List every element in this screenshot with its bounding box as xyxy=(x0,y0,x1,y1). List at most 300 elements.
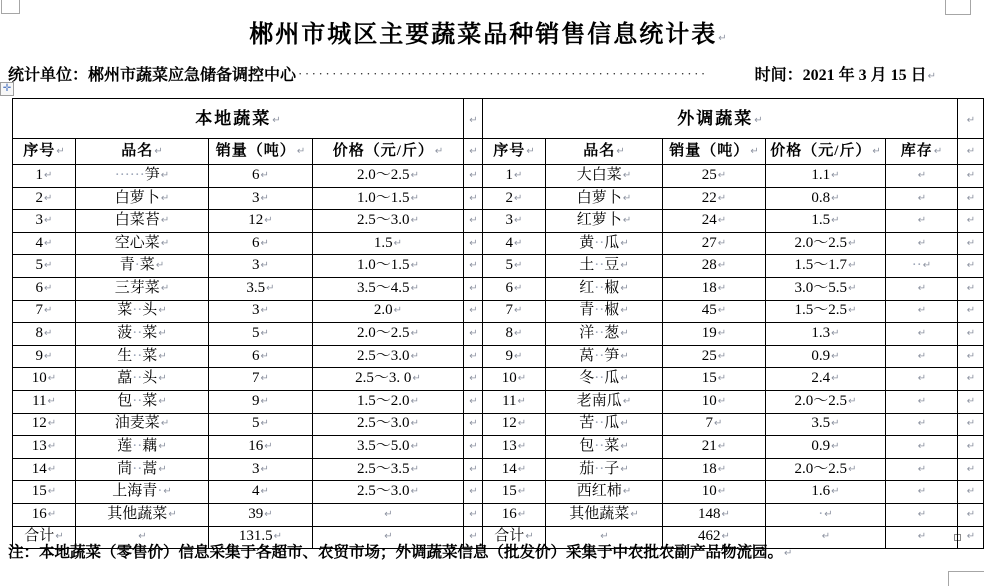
table-row xyxy=(13,458,984,481)
cell-r-name: 黄··瓜↵ xyxy=(546,232,663,255)
cell-r-name: 老南瓜↵ xyxy=(546,390,663,413)
paragraph-mark-icon: ↵ xyxy=(469,373,478,385)
cell-l-no: 2↵ xyxy=(13,187,76,210)
cell-l-name: 白萝卜↵ xyxy=(76,187,209,210)
cell-r-qty: 10↵ xyxy=(663,481,766,504)
local-veg-group-header: 本地蔬菜↵ xyxy=(13,99,464,139)
cell-r-stock xyxy=(886,526,958,549)
paragraph-mark-icon: ↵ xyxy=(410,463,419,475)
paragraph-mark-icon: ↵ xyxy=(260,328,269,340)
cell-r-qty: 18↵ xyxy=(663,458,766,481)
cell-r-price: 1.1↵ xyxy=(766,165,886,188)
table-row xyxy=(13,300,984,323)
cell-r-qty: 24↵ xyxy=(663,210,766,233)
cell-r-price: 3.5↵ xyxy=(766,413,886,436)
paragraph-mark-icon: ↵ xyxy=(44,350,53,362)
table-move-handle-icon[interactable]: ✛ xyxy=(0,82,14,96)
paragraph-mark-icon: ↵ xyxy=(620,441,629,453)
paragraph-mark-icon: ↵ xyxy=(966,486,976,498)
paragraph-mark-icon: ↵ xyxy=(410,192,419,204)
cell-l-qty: 4↵ xyxy=(209,481,313,504)
paragraph-mark-icon: ↵ xyxy=(718,33,727,44)
paragraph-mark-icon: ↵ xyxy=(717,486,727,498)
paragraph-mark-icon: ↵ xyxy=(47,373,57,385)
cell-r-no: 3↵ xyxy=(483,210,546,233)
table-row xyxy=(13,165,984,188)
table-row xyxy=(13,277,984,300)
cell-l-name: 空心菜↵ xyxy=(76,232,209,255)
row-end-mark xyxy=(958,300,984,323)
cell-r-price: 1.6↵ xyxy=(766,481,886,504)
cell-r-no: 6↵ xyxy=(483,277,546,300)
paragraph-mark-icon: ↵ xyxy=(469,192,478,204)
cell-r-name: 洋··葱↵ xyxy=(546,323,663,346)
paragraph-mark-icon: ↵ xyxy=(750,145,759,157)
paragraph-mark-icon: ↵ xyxy=(917,463,927,475)
paragraph-mark-icon: ↵ xyxy=(47,463,57,475)
row-end-mark xyxy=(958,345,984,368)
paragraph-mark-icon: ↵ xyxy=(620,350,629,362)
paragraph-mark-icon: ↵ xyxy=(831,192,840,204)
stat-unit-label: 统计单位：郴州市蔬菜应急储备调控中心 xyxy=(8,67,297,84)
paragraph-mark-icon: ↵ xyxy=(260,486,269,498)
paragraph-mark-icon: ↵ xyxy=(917,395,927,407)
cell-l-name: 菜··头↵ xyxy=(76,300,209,323)
paragraph-mark-icon: ↵ xyxy=(410,215,419,227)
col-header-local-price: 价格（元/斤）↵ xyxy=(313,139,464,165)
cell-l-qty: 6↵ xyxy=(209,345,313,368)
paragraph-mark-icon: ↵ xyxy=(469,282,478,294)
cell-r-stock xyxy=(886,458,958,481)
cell-r-qty: 21↵ xyxy=(663,436,766,459)
gap-cell xyxy=(464,458,483,481)
paragraph-mark-icon: ↵ xyxy=(917,215,927,227)
paragraph-mark-icon: ↵ xyxy=(44,192,53,204)
paragraph-mark-icon: ↵ xyxy=(160,418,170,430)
row-end-mark xyxy=(958,210,984,233)
paragraph-mark-icon: ↵ xyxy=(393,237,403,249)
gap-cell xyxy=(464,99,483,139)
paragraph-mark-icon: ↵ xyxy=(469,508,478,520)
paragraph-mark-icon: ↵ xyxy=(469,260,478,272)
table-row xyxy=(13,187,984,210)
paragraph-mark-icon: ↵ xyxy=(717,350,727,362)
paragraph-mark-icon: ↵ xyxy=(917,441,927,453)
row-end-mark xyxy=(958,436,984,459)
col-header-out-price: 价格（元/斤）↵ xyxy=(766,139,886,165)
paragraph-mark-icon: ↵ xyxy=(434,145,444,157)
cell-l-price: 2.5～3.0↵ xyxy=(313,481,464,504)
paragraph-mark-icon: ↵ xyxy=(469,395,478,407)
paragraph-mark-icon: ↵ xyxy=(168,508,177,520)
cell-r-qty: 18↵ xyxy=(663,277,766,300)
paragraph-mark-icon: ↵ xyxy=(47,418,57,430)
cell-l-qty: 5↵ xyxy=(209,323,313,346)
paragraph-mark-icon: ↵ xyxy=(927,71,936,82)
cell-r-no: 11↵ xyxy=(483,390,546,413)
paragraph-mark-icon: ↵ xyxy=(273,531,283,543)
paragraph-mark-icon: ↵ xyxy=(917,192,927,204)
paragraph-mark-icon: ↵ xyxy=(917,237,927,249)
row-end-mark xyxy=(958,99,984,139)
paragraph-mark-icon: ↵ xyxy=(158,463,167,475)
paragraph-mark-icon: ↵ xyxy=(966,114,976,126)
paragraph-mark-icon: ↵ xyxy=(138,531,147,543)
cell-r-stock xyxy=(886,345,958,368)
paragraph-mark-icon: ↵ xyxy=(517,508,527,520)
cell-l-qty: 3↵ xyxy=(209,187,313,210)
paragraph-mark-icon: ↵ xyxy=(260,418,269,430)
cell-r-stock xyxy=(886,300,958,323)
paragraph-mark-icon: ↵ xyxy=(260,260,269,272)
paragraph-mark-icon: ↵ xyxy=(966,237,976,249)
paragraph-mark-icon: ↵ xyxy=(966,463,976,475)
row-end-mark xyxy=(958,187,984,210)
paragraph-mark-icon: ↵ xyxy=(410,486,419,498)
paragraph-mark-icon: ↵ xyxy=(160,215,170,227)
cell-l-price: 3.5～5.0↵ xyxy=(313,436,464,459)
paragraph-mark-icon: ↵ xyxy=(469,305,478,317)
row-end-mark xyxy=(958,368,984,391)
paragraph-mark-icon: ↵ xyxy=(469,328,478,340)
paragraph-mark-icon: ↵ xyxy=(469,145,478,157)
paragraph-mark-icon: ↵ xyxy=(517,463,527,475)
gap-cell xyxy=(464,436,483,459)
paragraph-mark-icon: ↵ xyxy=(469,237,478,249)
paragraph-mark-icon: ↵ xyxy=(264,508,273,520)
gap-cell xyxy=(464,413,483,436)
footnote xyxy=(8,540,792,562)
cell-l-price: 2.5～3. 0↵ xyxy=(313,368,464,391)
paragraph-mark-icon: ↵ xyxy=(410,260,419,272)
paragraph-mark-icon: ↵ xyxy=(410,441,419,453)
gap-cell xyxy=(464,277,483,300)
paragraph-mark-icon: ↵ xyxy=(821,531,831,543)
paragraph-mark-icon: ↵ xyxy=(917,508,927,520)
paragraph-mark-icon: ↵ xyxy=(600,531,609,543)
cell-r-name: 莴··笋↵ xyxy=(546,345,663,368)
cell-r-name: 茄··子↵ xyxy=(546,458,663,481)
cell-r-name: 包··菜↵ xyxy=(546,436,663,459)
cell-r-name: 白萝卜↵ xyxy=(546,187,663,210)
paragraph-mark-icon: ↵ xyxy=(620,260,629,272)
col-header-out-name: 品名↵ xyxy=(546,139,663,165)
paragraph-mark-icon: ↵ xyxy=(266,282,275,294)
cell-l-price: 1.0～1.5↵ xyxy=(313,255,464,278)
cell-r-price: 3.0～5.5↵ xyxy=(766,277,886,300)
cell-r-stock xyxy=(886,277,958,300)
cell-r-stock xyxy=(886,210,958,233)
paragraph-mark-icon: ↵ xyxy=(917,373,927,385)
paragraph-mark-icon: ↵ xyxy=(260,463,269,475)
vegetable-sales-table xyxy=(12,98,984,549)
cell-l-qty: 5↵ xyxy=(209,413,313,436)
cell-l-price: 1.5↵ xyxy=(313,232,464,255)
cell-r-stock: ··↵ xyxy=(886,255,958,278)
paragraph-mark-icon: ↵ xyxy=(917,486,927,498)
paragraph-mark-icon: ↵ xyxy=(158,441,167,453)
subtitle-line xyxy=(8,62,936,85)
gap-cell xyxy=(464,368,483,391)
cell-r-no: 15↵ xyxy=(483,481,546,504)
paragraph-mark-icon: ↵ xyxy=(469,114,478,126)
table-column-header-row xyxy=(13,139,984,165)
page-margin-corner-mark xyxy=(948,571,949,586)
paragraph-mark-icon: ↵ xyxy=(514,215,523,227)
col-header-local-name: 品名↵ xyxy=(76,139,209,165)
cell-r-no: 1↵ xyxy=(483,165,546,188)
row-end-mark xyxy=(958,526,984,549)
paragraph-mark-icon: ↵ xyxy=(410,169,419,181)
paragraph-mark-icon: ↵ xyxy=(260,373,269,385)
paragraph-mark-icon: ↵ xyxy=(517,395,526,407)
cell-l-qty: 6↵ xyxy=(209,165,313,188)
paragraph-mark-icon: ↵ xyxy=(514,237,523,249)
paragraph-mark-icon: ↵ xyxy=(160,282,170,294)
paragraph-mark-icon: ↵ xyxy=(620,328,629,340)
paragraph-mark-icon: ↵ xyxy=(966,215,976,227)
paragraph-mark-icon: ↵ xyxy=(44,260,53,272)
table-row xyxy=(13,390,984,413)
gap-cell xyxy=(464,345,483,368)
col-header-out-stock: 库存↵ xyxy=(886,139,958,165)
paragraph-mark-icon: ↵ xyxy=(44,169,53,181)
table-row xyxy=(13,232,984,255)
paragraph-mark-icon: ↵ xyxy=(47,486,57,498)
cell-r-price: 2.4↵ xyxy=(766,368,886,391)
paragraph-mark-icon: ↵ xyxy=(47,395,56,407)
cell-r-price: 1.3↵ xyxy=(766,323,886,346)
cell-r-no: 14↵ xyxy=(483,458,546,481)
cell-r-qty: 27↵ xyxy=(663,232,766,255)
paragraph-mark-icon: ↵ xyxy=(714,418,723,430)
table-row xyxy=(13,368,984,391)
cell-l-qty: 131.5↵ xyxy=(209,526,313,549)
paragraph-mark-icon: ↵ xyxy=(160,192,170,204)
cell-r-stock xyxy=(886,165,958,188)
paragraph-mark-icon: ↵ xyxy=(469,169,478,181)
paragraph-mark-icon: ↵ xyxy=(848,395,857,407)
cell-r-no: 4↵ xyxy=(483,232,546,255)
cell-l-name: 白菜苔↵ xyxy=(76,210,209,233)
cell-l-name: 包··菜↵ xyxy=(76,390,209,413)
cell-r-stock xyxy=(886,232,958,255)
paragraph-mark-icon: ↵ xyxy=(717,441,727,453)
cell-l-price: 1.5～2.0↵ xyxy=(313,390,464,413)
row-end-mark xyxy=(958,255,984,278)
cell-l-no: 1↵ xyxy=(13,165,76,188)
gap-cell xyxy=(464,139,483,165)
cell-l-no: 合计↵ xyxy=(13,526,76,549)
cell-l-name: 青·菜↵ xyxy=(76,255,209,278)
table-row xyxy=(13,503,984,526)
paragraph-mark-icon: ↵ xyxy=(917,282,927,294)
paragraph-mark-icon: ↵ xyxy=(717,215,727,227)
paragraph-mark-icon: ↵ xyxy=(620,282,629,294)
table-row xyxy=(13,323,984,346)
paragraph-mark-icon: ↵ xyxy=(469,486,478,498)
paragraph-mark-icon: ↵ xyxy=(514,169,523,181)
page-title xyxy=(0,14,976,49)
cell-r-no: 2↵ xyxy=(483,187,546,210)
cell-l-no: 16↵ xyxy=(13,503,76,526)
cell-r-qty: 10↵ xyxy=(663,390,766,413)
cell-r-no: 16↵ xyxy=(483,503,546,526)
paragraph-mark-icon: ↵ xyxy=(158,350,167,362)
paragraph-mark-icon: ↵ xyxy=(966,305,976,317)
cell-l-no: 12↵ xyxy=(13,413,76,436)
paragraph-mark-icon: ↵ xyxy=(754,114,763,126)
cell-l-no: 15↵ xyxy=(13,481,76,504)
paragraph-mark-icon: ↵ xyxy=(44,237,53,249)
paragraph-mark-icon: ↵ xyxy=(824,508,833,520)
row-end-mark xyxy=(958,390,984,413)
cell-l-name: 生··菜↵ xyxy=(76,345,209,368)
paragraph-mark-icon: ↵ xyxy=(717,169,727,181)
paragraph-mark-icon: ↵ xyxy=(831,215,840,227)
paragraph-mark-icon: ↵ xyxy=(831,350,840,362)
paragraph-mark-icon: ↵ xyxy=(917,305,927,317)
paragraph-mark-icon: ↵ xyxy=(160,237,170,249)
gap-cell xyxy=(464,390,483,413)
cell-r-price: 1.5～2.5↵ xyxy=(766,300,886,323)
paragraph-mark-icon: ↵ xyxy=(517,441,527,453)
cell-r-qty: 19↵ xyxy=(663,323,766,346)
cell-r-qty: 7↵ xyxy=(663,413,766,436)
cell-r-no: 13↵ xyxy=(483,436,546,459)
paragraph-mark-icon: ↵ xyxy=(831,373,840,385)
cell-l-qty: 3↵ xyxy=(209,458,313,481)
cell-l-qty: 3.5↵ xyxy=(209,277,313,300)
paragraph-mark-icon: ↵ xyxy=(966,192,976,204)
cell-r-stock xyxy=(886,503,958,526)
cell-r-no: 12↵ xyxy=(483,413,546,436)
cell-l-name: 油麦菜↵ xyxy=(76,413,209,436)
cell-l-qty: 6↵ xyxy=(209,232,313,255)
paragraph-mark-icon: ↵ xyxy=(622,215,632,227)
paragraph-mark-icon: ↵ xyxy=(966,260,976,272)
paragraph-mark-icon: ↵ xyxy=(514,260,523,272)
page-corner-box-top-right xyxy=(945,0,971,15)
cell-l-qty: 7↵ xyxy=(209,368,313,391)
cell-r-price: 1.5～1.7↵ xyxy=(766,255,886,278)
cell-r-name: 土··豆↵ xyxy=(546,255,663,278)
paragraph-mark-icon: ↵ xyxy=(514,305,523,317)
paragraph-mark-icon: ↵ xyxy=(272,114,281,126)
cell-r-name: 大白菜↵ xyxy=(546,165,663,188)
table-group-header-row xyxy=(13,99,984,139)
cell-r-price: 2.0～2.5↵ xyxy=(766,458,886,481)
paragraph-mark-icon: ↵ xyxy=(717,395,727,407)
paragraph-mark-icon: ↵ xyxy=(831,328,840,340)
paragraph-mark-icon: ↵ xyxy=(154,145,163,157)
paragraph-mark-icon: ↵ xyxy=(917,418,927,430)
out-veg-group-header: 外调蔬菜↵ xyxy=(483,99,958,139)
paragraph-mark-icon: ↵ xyxy=(848,305,857,317)
paragraph-mark-icon: ↵ xyxy=(922,260,932,272)
row-end-mark xyxy=(958,413,984,436)
paragraph-mark-icon: ↵ xyxy=(622,192,632,204)
paragraph-mark-icon: ↵ xyxy=(44,282,53,294)
paragraph-mark-icon: ↵ xyxy=(44,305,53,317)
paragraph-mark-icon: ↵ xyxy=(56,145,65,157)
cell-l-qty: 12↵ xyxy=(209,210,313,233)
cell-r-qty: 15↵ xyxy=(663,368,766,391)
paragraph-mark-icon: ↵ xyxy=(155,260,165,272)
paragraph-mark-icon: ↵ xyxy=(158,373,167,385)
cell-r-qty: 25↵ xyxy=(663,165,766,188)
paragraph-mark-icon: ↵ xyxy=(469,531,478,543)
paragraph-mark-icon: ↵ xyxy=(296,145,306,157)
paragraph-mark-icon: ↵ xyxy=(966,373,976,385)
cell-r-qty: 22↵ xyxy=(663,187,766,210)
cell-l-no: 7↵ xyxy=(13,300,76,323)
paragraph-mark-icon: ↵ xyxy=(966,282,976,294)
paragraph-mark-icon: ↵ xyxy=(933,145,943,157)
cell-l-qty: 3↵ xyxy=(209,255,313,278)
cell-l-qty: 39↵ xyxy=(209,503,313,526)
cell-l-no: 4↵ xyxy=(13,232,76,255)
cell-r-no: 8↵ xyxy=(483,323,546,346)
cell-l-name: 上海青·↵ xyxy=(76,481,209,504)
paragraph-mark-icon: ↵ xyxy=(47,508,57,520)
cell-r-price: 2.0～2.5↵ xyxy=(766,232,886,255)
paragraph-mark-icon: ↵ xyxy=(721,508,730,520)
paragraph-mark-icon: ↵ xyxy=(384,531,393,543)
table-row xyxy=(13,345,984,368)
row-end-mark xyxy=(958,139,984,165)
cell-r-name: 红萝卜↵ xyxy=(546,210,663,233)
cell-r-stock xyxy=(886,413,958,436)
paragraph-mark-icon: ↵ xyxy=(158,395,167,407)
cell-r-price: 1.5↵ xyxy=(766,210,886,233)
gap-cell xyxy=(464,255,483,278)
cell-l-name: 三芽菜↵ xyxy=(76,277,209,300)
cell-r-no: 5↵ xyxy=(483,255,546,278)
paragraph-mark-icon: ↵ xyxy=(163,486,172,498)
cell-l-name: ······笋↵ xyxy=(76,165,209,188)
row-end-mark xyxy=(958,458,984,481)
paragraph-mark-icon: ↵ xyxy=(44,215,53,227)
paragraph-mark-icon: ↵ xyxy=(620,305,629,317)
gap-cell xyxy=(464,300,483,323)
cell-l-price: 2.0～2.5↵ xyxy=(313,323,464,346)
cell-r-no: 合计↵ xyxy=(483,526,546,549)
dot-leader: ···························································· xyxy=(298,65,708,81)
paragraph-mark-icon: ↵ xyxy=(514,350,523,362)
table-row xyxy=(13,210,984,233)
gap-cell xyxy=(464,232,483,255)
paragraph-mark-icon: ↵ xyxy=(514,328,523,340)
table-row xyxy=(13,255,984,278)
paragraph-mark-icon: ↵ xyxy=(831,418,840,430)
paragraph-mark-icon: ↵ xyxy=(717,282,727,294)
col-header-local-no: 序号↵ xyxy=(13,139,76,165)
paragraph-mark-icon: ↵ xyxy=(160,169,170,181)
paragraph-mark-icon: ↵ xyxy=(517,486,527,498)
paragraph-mark-icon: ↵ xyxy=(260,169,269,181)
cell-r-price: 2.0～2.5↵ xyxy=(766,390,886,413)
paragraph-mark-icon: ↵ xyxy=(158,305,167,317)
gap-cell xyxy=(464,165,483,188)
cell-l-no: 3↵ xyxy=(13,210,76,233)
paragraph-mark-icon: ↵ xyxy=(717,260,727,272)
paragraph-mark-icon: ↵ xyxy=(717,192,727,204)
paragraph-mark-icon: ↵ xyxy=(966,145,976,157)
row-end-mark xyxy=(958,323,984,346)
paragraph-mark-icon: ↵ xyxy=(410,395,419,407)
paragraph-mark-icon: ↵ xyxy=(717,373,727,385)
